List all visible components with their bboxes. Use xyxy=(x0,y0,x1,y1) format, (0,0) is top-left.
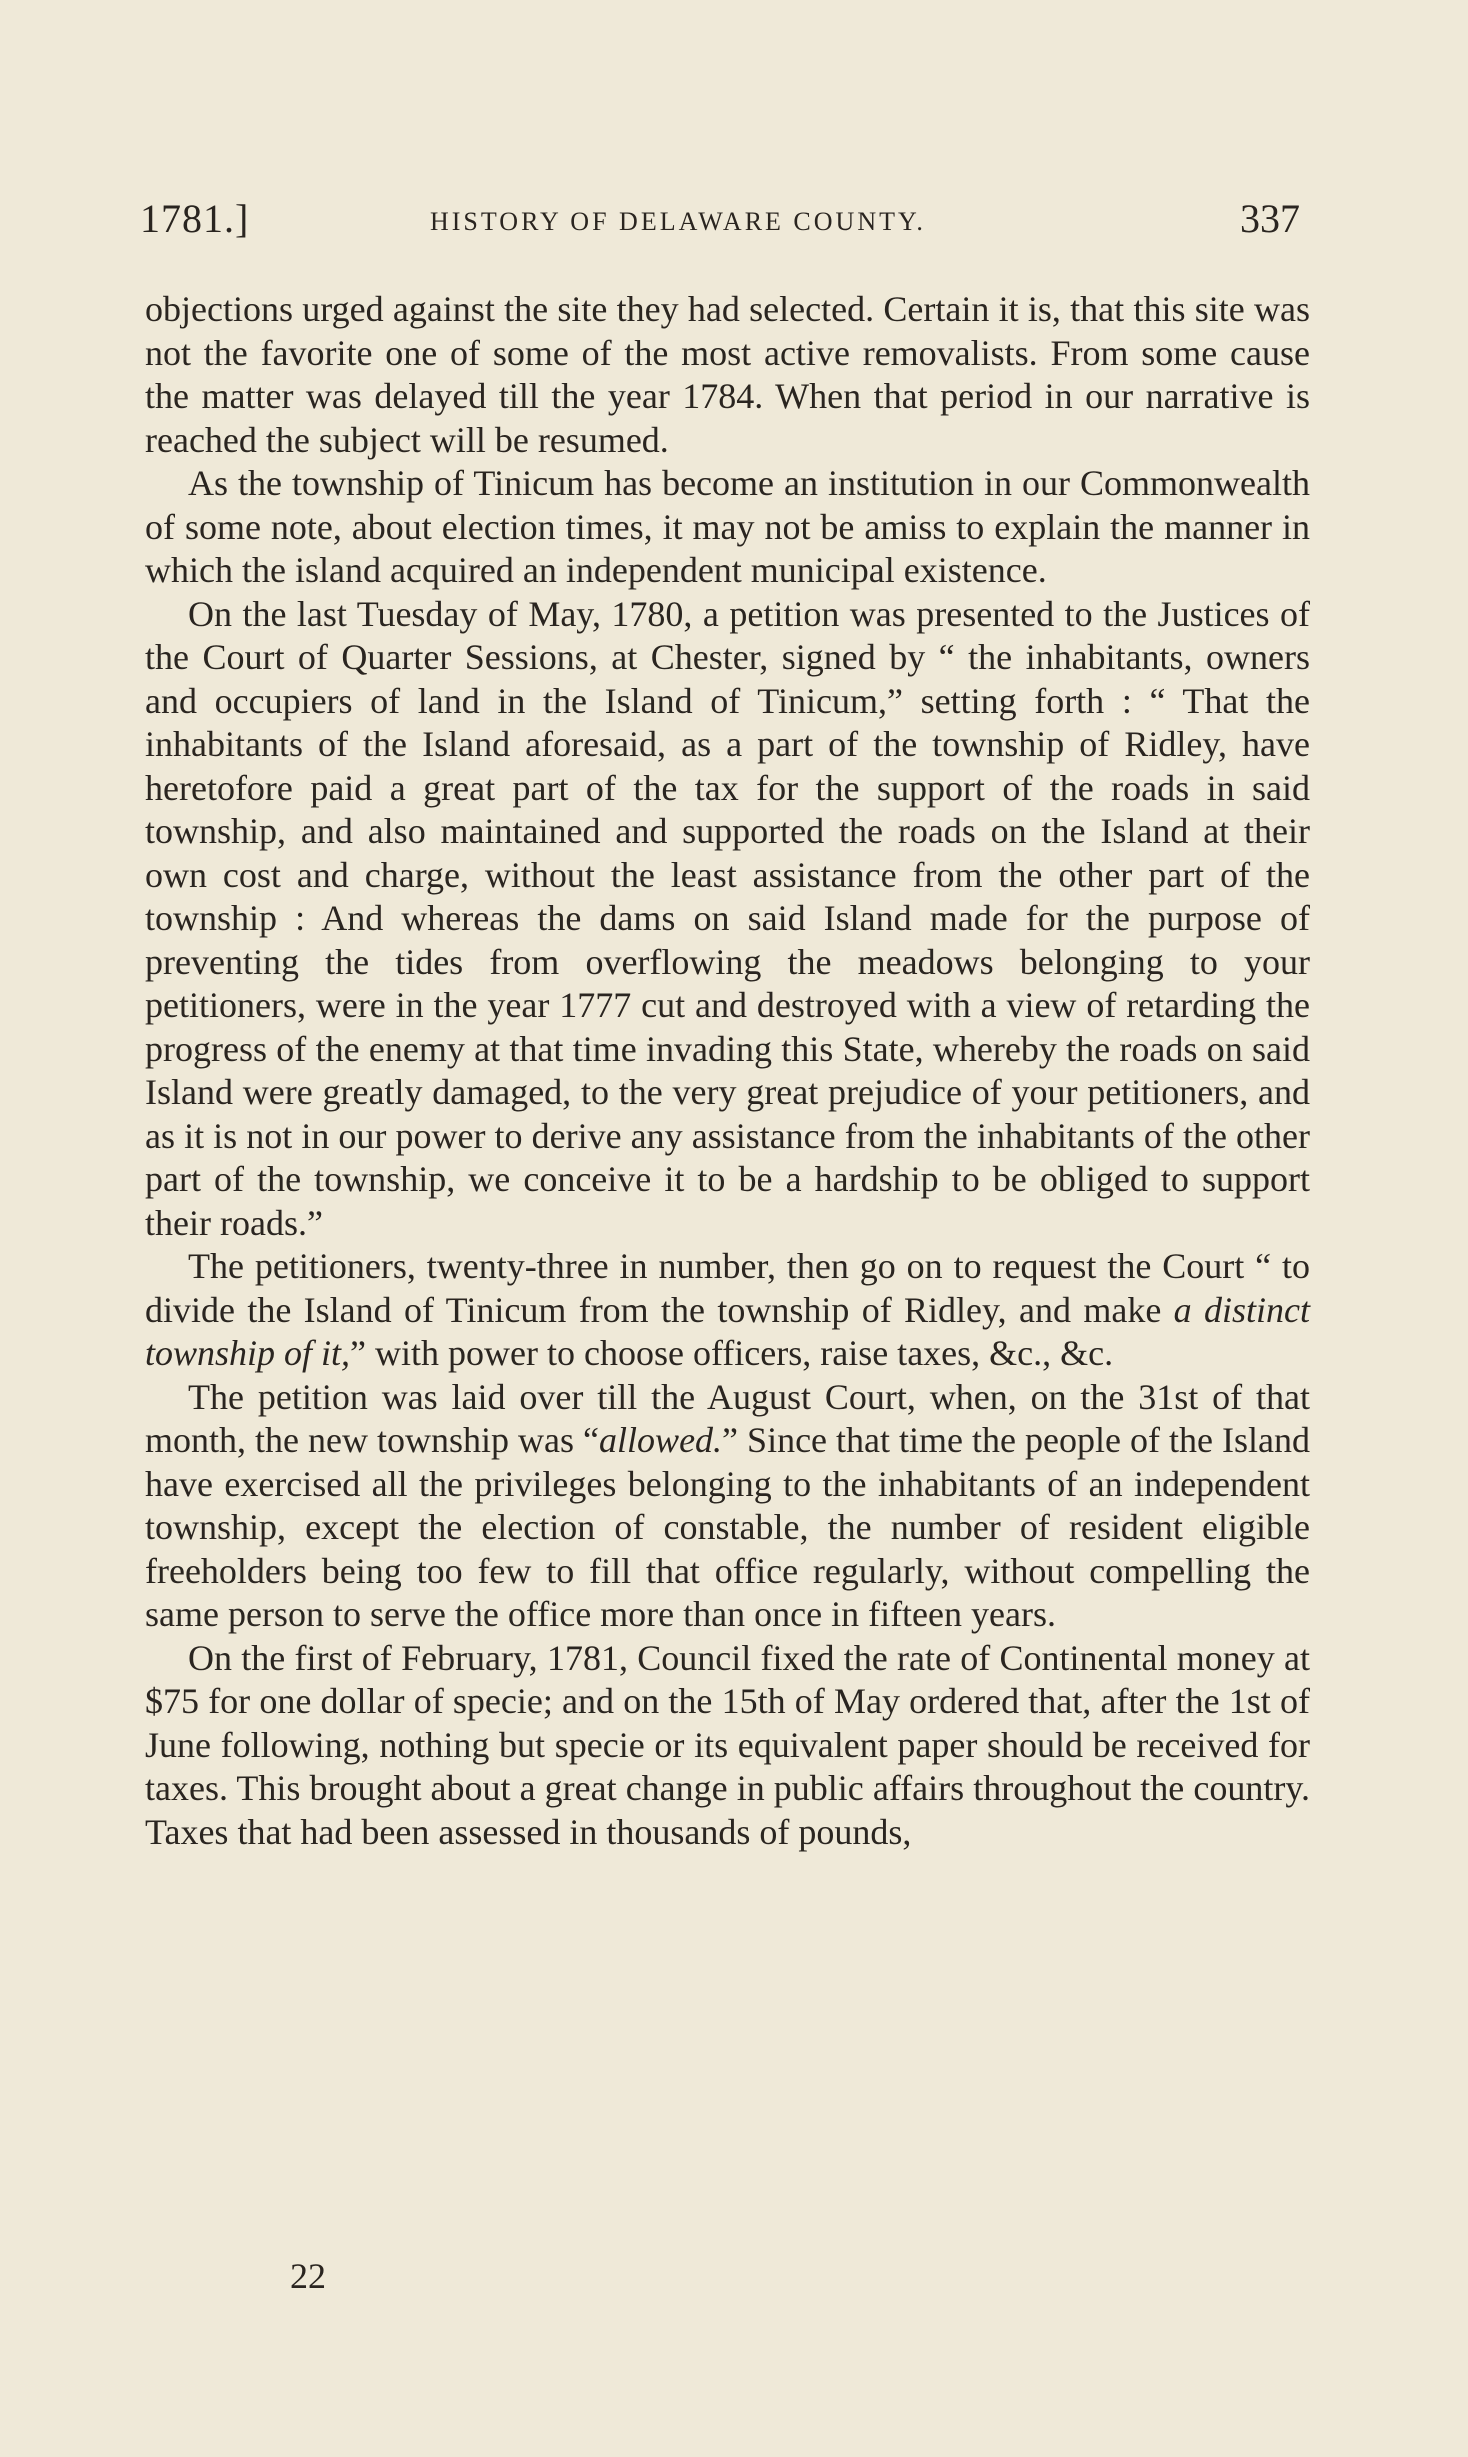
paragraph-5-italic: allowed. xyxy=(599,1420,723,1460)
paragraph-3: On the last Tuesday of May, 1780, a petition was presented to the Justices of the Court of Quarter Sessions, at Chester, signed by “ the inhabitants, owners and occupiers of land in the Island of Tinicum,” setting forth : “ That the inhabitants of the Island aforesaid, as a part of the township of Ridley, have heretofore paid a great part of the tax for the support of the roads in said township, and also maintained and supported the roads on the Island at their own cost and charge, without the least assistance from the other part of the township : And whereas the dams on said Island made for the purpose of preventing the tides from overflowing the meadows belonging to your petitioners, were in the year 1777 cut and destroyed with a view of retarding the progress of the enemy at that time invading this State, whereby the roads on said Island were greatly damaged, to the very great prejudice of your petitioners, and as it is not in our power to derive any assistance from the inhabitants of the other part of the township, we conceive it to be a hardship to be obliged to support their roads.” xyxy=(145,593,1310,1243)
paragraph-4-italic: a distinct township of it, xyxy=(145,1289,1310,1373)
paragraph-2: As the township of Tinicum has become an institution in our Commonwealth of some note, about election times, it may not be amiss to explain the manner in which the island acquired an independent municipal existence. xyxy=(145,463,1310,590)
body-text xyxy=(145,288,1310,1854)
paragraph-4 xyxy=(145,1245,1310,1376)
paragraph-1: objections urged against the site they had selected. Certain it is, that this site was not the favorite one of some of the most active removalists. From some cause the matter was delayed till the year 1784. When that period in our narrative is reached the subject will be resumed. xyxy=(145,289,1310,460)
paragraph-4-text-a: The petitioners, twenty-three in number, then go on to request the Court “ to divide the Island of Tinicum from the township of Ridley, and make xyxy=(145,1246,1310,1330)
paragraph-5-text-b: ” Since that time the people of the Island have exercised all the privileges belonging to the inhabitants of an independent township, except the election of constable, the number of resident eligible freeholders being too few to fill that office regularly, without compelling the same person to serve the office more than once in fifteen years. xyxy=(145,1420,1311,1634)
page-number: 337 xyxy=(1240,196,1300,241)
paragraph-5-text-a: The petition was laid over till the August Court, when, on the 31st of that month, the new township was “ xyxy=(145,1376,1310,1460)
paragraph-4-text-b: ” with power to choose officers, raise taxes, &c., &c. xyxy=(350,1333,1114,1373)
paragraph-5 xyxy=(145,1376,1310,1637)
signature-mark: 22 xyxy=(290,2256,326,2296)
paragraph-6: On the first of February, 1781, Council fixed the rate of Continental money at $75 for one dollar of specie; and on the 15th of May ordered that, after the 1st of June following, nothing but specie or its equivalent paper should be received for taxes. This brought about a great change in public affairs throughout the country. Taxes that had been assessed in thousands of pounds, xyxy=(145,1637,1310,1852)
header-year: 1781.] xyxy=(140,196,250,241)
running-header xyxy=(140,195,1300,255)
header-title: HISTORY OF DELAWARE COUNTY. xyxy=(430,207,926,236)
